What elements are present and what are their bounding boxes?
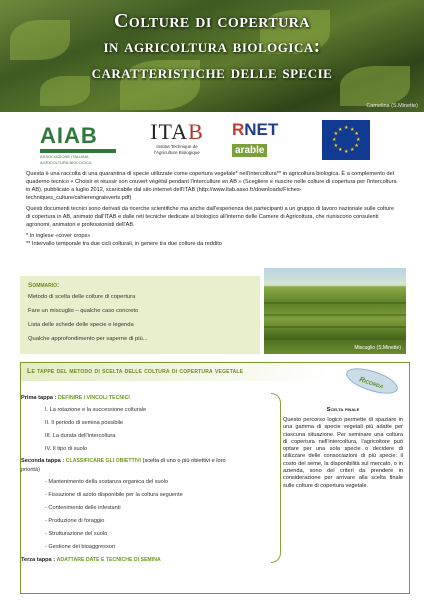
step-1-item: III. La durata dell'intercoltura (45, 433, 116, 439)
step-1-item: I. La rotazione e la successione colturale (45, 407, 147, 413)
step-2-note: (scelta di uno o più obiettivi e loro (142, 458, 226, 464)
eu-star-icon: ★ (338, 126, 343, 133)
eu-star-icon: ★ (350, 147, 355, 154)
title-line-1: Colture di copertura (113, 10, 311, 32)
footnote-2: ** Intervallo temporale tra due cicli colturali, in genere tra due colture da reddito (26, 241, 222, 247)
step-3-text: ADATTARE DATE E TECNICHE DI SEMINA (56, 557, 161, 563)
summary-item[interactable]: Metodo di scelta delle colture di copertura (28, 294, 136, 300)
mixture-photo (264, 268, 406, 354)
eu-star-icon: ★ (333, 131, 339, 137)
intro-paragraph-1: Questa è una raccolta di una quarantina di specie utilizzate come copertura vegetale* nell'intercoltura** in agricoltura biologica. È a complemento del quaderno tecnico « Choisir et réussir son couvert végétal pendant l'interculture en AB » (Scegliere e riuscire nelle colture di copertura per l'intercoltura in AB), pubblicato a luglio 2012, scaricabile dal sito internet dell'ITAB (http://www.itab.asso.fr/downloads/Fiches-techniques_culture/cahierengraisverts.pdf) (26, 171, 397, 201)
aiab-logo-text: AIAB (40, 123, 98, 148)
crop-row (264, 314, 406, 316)
step-2-item: - Gestione dei bioaggressori (45, 544, 115, 550)
eu-star-icon: ★ (338, 147, 343, 154)
step-2-note-cont: priorità) (21, 467, 40, 473)
eu-flag-icon (322, 120, 370, 160)
itab-logo-text (146, 120, 208, 144)
mixture-photo-credit: Miscuglio (S.Minette) (354, 345, 401, 351)
eu-star-icon: ★ (332, 137, 337, 143)
summary-title: Sommario: (28, 282, 60, 289)
final-choice-title: Scelta finale (326, 407, 360, 413)
eu-star-icon: ★ (356, 137, 361, 143)
step-2-text: CLASSIFICARE GLI OBIETTIVI (65, 458, 142, 464)
rnet-arable-logo (232, 120, 296, 164)
eu-star-icon: ★ (333, 143, 339, 149)
title-line-2: in agricoltura biologica: (103, 36, 321, 57)
summary-item[interactable]: Lista delle schede delle specie e legenda (28, 322, 134, 328)
step-1 (21, 395, 130, 402)
step-2 (21, 458, 271, 465)
crop-row (264, 302, 406, 304)
header-photo-credit: Camelina (S.Minette) (366, 103, 418, 109)
itab-logo-main: ITA (150, 119, 189, 144)
eu-star-icon: ★ (354, 143, 359, 149)
rnet-logo-tag: arable (232, 144, 267, 157)
itab-logo (146, 120, 208, 164)
final-choice-text: Questo percorso logico permette di spaziare in una gamma di specie vegetali più adatte per ciascuna situazione. Per seminare una coltura di copertura nell'intercoltura, l'agricoltore può optare per una sola specie o decidere di utilizzare delle consociazioni di più specie: il costo del seme, la disponibilità sul mercato, o in azienda, sono dei criteri da prendere in considerazione per arrivare alla scelta finale sulle colture di copertura vegetale. (283, 417, 403, 489)
step-1-item: IV. Il tipo di suolo (45, 446, 88, 452)
aiab-logo-subtitle: ASSOCIAZIONE ITALIANA AGRICOLTURA BIOLOGICA (40, 154, 92, 165)
itab-logo-subtitle-2: l'Agriculture Biologique (154, 150, 200, 155)
summary-item[interactable]: Qualche approfondimento per saperne di più... (28, 336, 148, 342)
intro-notes (26, 232, 398, 248)
partner-logos (0, 118, 424, 166)
step-2-item: - Strutturazione del suolo (45, 531, 108, 537)
itab-logo-accent: B (188, 119, 204, 144)
summary-box (20, 276, 260, 354)
step-1-item: II. Il periodo di semina possibile (45, 420, 124, 426)
method-box (20, 362, 410, 594)
eu-star-icon: ★ (350, 126, 355, 133)
ricorda-badge-label: Ricorda (358, 376, 385, 391)
steps-bracket (271, 393, 281, 563)
intro-paragraph-2: Questi documenti tecnici sono derivati da ricerche scientifiche ma anche dall'esperienza dei partecipanti a un gruppo di lavoro nazionale sulle colture di copertura in AB, animato dall'ITAB e dalle reti tecniche dedicate al biologico all'interno delle Camere di Agricoltura, che riuniscono consulenti agronomi, animatori e professionisti dell'AB. (26, 206, 394, 228)
final-choice-box (283, 407, 403, 490)
step-2-item: - Mantenimento della sostanza organica del suolo (45, 479, 169, 485)
header-banner (0, 0, 424, 112)
eu-star-icon: ★ (344, 125, 349, 131)
rnet-logo-name: NET (244, 120, 279, 139)
aiab-logo-bar (40, 149, 116, 153)
step-3 (21, 557, 161, 564)
title-line-3: caratteristiche delle specie (91, 62, 333, 83)
crop-row (264, 326, 406, 328)
rnet-logo-text (232, 120, 296, 140)
aiab-logo (40, 123, 116, 165)
summary-item[interactable]: Fare un miscuglio – qualche caso concreto (28, 308, 139, 314)
step-3-label: Terza tappa : (21, 557, 56, 563)
eu-star-icon: ★ (354, 131, 359, 137)
method-title: Le tappe del metodo di scelta delle coltura di copertura vegetale (27, 368, 244, 375)
rnet-logo-prefix: R (232, 120, 245, 139)
page-title (0, 8, 424, 86)
crop-row (264, 338, 406, 340)
eu-star-icon: ★ (344, 149, 349, 155)
step-2-item: - Fissazione di azoto disponibile per la coltura seguente (45, 492, 183, 498)
step-1-text: DEFINIRE I VINCOLI TECNICI (58, 395, 130, 401)
step-2-item: - Contenimento delle infestanti (45, 505, 121, 511)
step-2-item: - Produzione di foraggio (45, 518, 105, 524)
footnote-1: * In inglese «cover crops» (26, 233, 91, 239)
step-1-label: Prima tappa : (21, 395, 57, 401)
step-2-label: Seconda tappa : (21, 458, 65, 464)
intro-text (26, 170, 398, 248)
itab-logo-subtitle-1: Institut Technique de (156, 144, 198, 149)
